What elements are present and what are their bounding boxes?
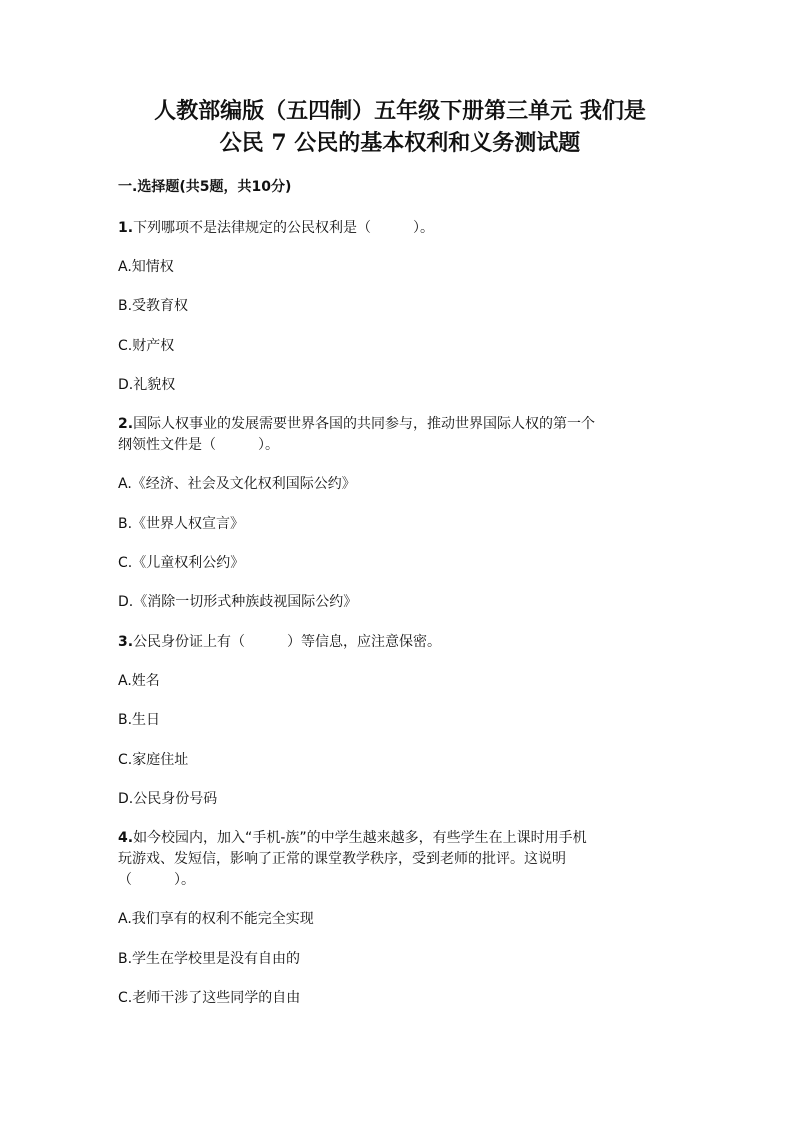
document-title-line-2: 公民 7 公民的基本权利和义务测试题	[219, 130, 581, 156]
document-title-line-1: 人教部编版（五四制）五年级下册第三单元 我们是	[154, 98, 646, 124]
question-2-stem	[118, 414, 595, 434]
question-text: 公民身份证上有（ ）等信息，应注意保密。	[133, 634, 442, 650]
question-1-option-b: B.受教育权	[118, 298, 189, 314]
question-3-option-d: D.公民身份号码	[118, 791, 218, 807]
question-2-option-d: D.《消除一切形式种族歧视国际公约》	[118, 594, 358, 610]
question-3-option-c: C.家庭住址	[118, 752, 189, 768]
question-4-stem-continued: 玩游戏、发短信，影响了正常的课堂教学秩序，受到老师的批评。这说明	[118, 851, 566, 867]
question-4-option-c: C.老师干涉了这些同学的自由	[118, 990, 301, 1006]
question-number: 3.	[118, 634, 134, 650]
question-1-stem	[118, 218, 434, 238]
question-4-option-b: B.学生在学校里是没有自由的	[118, 951, 301, 967]
question-1-option-d: D.礼貌权	[118, 377, 176, 393]
section-heading: 一.选择题(共5题，共10分)	[118, 179, 292, 195]
question-3-option-a: A.姓名	[118, 673, 160, 689]
question-3-option-b: B.生日	[118, 712, 161, 728]
question-1-option-c: C.财产权	[118, 338, 175, 354]
question-4-stem	[118, 828, 587, 848]
question-2-option-b: B.《世界人权宣言》	[118, 516, 245, 532]
question-2-option-a: A.《经济、社会及文化权利国际公约》	[118, 476, 356, 492]
question-2-stem-continued: 纲领性文件是（ ）。	[118, 437, 279, 453]
question-4-option-a: A.我们享有的权利不能完全实现	[118, 911, 314, 927]
question-1-option-a: A.知情权	[118, 259, 174, 275]
question-3-stem	[118, 632, 441, 652]
question-2-option-c: C.《儿童权利公约》	[118, 555, 245, 571]
question-text: 下列哪项不是法律规定的公民权利是（ ）。	[133, 220, 435, 236]
question-4-stem-blank: （ ）。	[118, 872, 195, 888]
question-number: 2.	[118, 416, 134, 432]
question-text: 国际人权事业的发展需要世界各国的共同参与，推动世界国际人权的第一个	[133, 416, 596, 432]
question-number: 4.	[118, 830, 134, 846]
question-text: 如今校园内，加入“手机-族”的中学生越来越多，有些学生在上课时用手机	[133, 830, 587, 846]
question-number: 1.	[118, 220, 134, 236]
